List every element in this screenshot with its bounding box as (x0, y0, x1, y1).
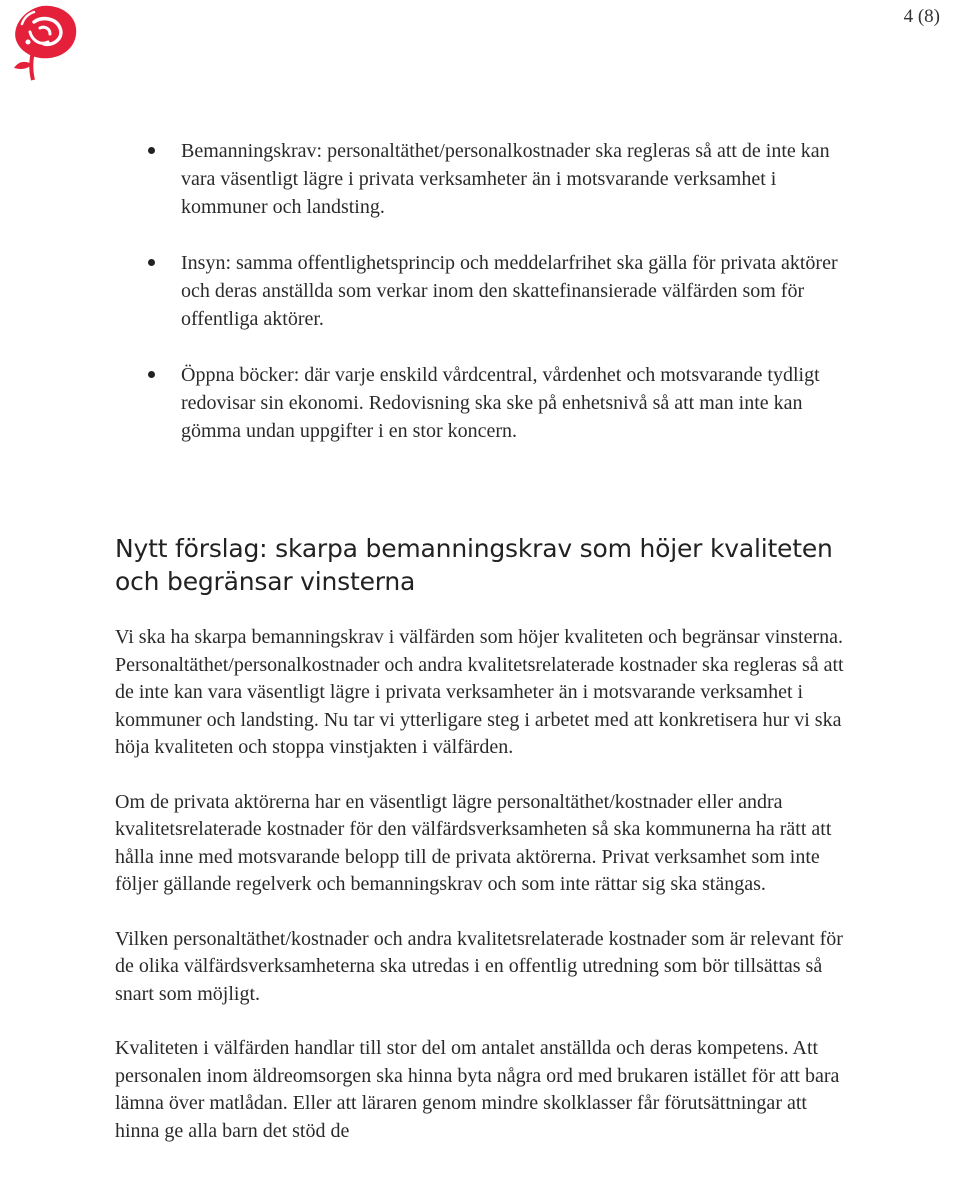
body-paragraph: Om de privata aktörerna har en väsentligt lägre personaltäthet/kostnader eller andra kvalitetsrelaterade kostnader för den välfärdsverksamheten så ska kommunerna ha rätt att hålla inne med motsvarande belopp till de privata aktörerna. Privat verksamhet som inte följer gällande regelverk och bemanningskrav och som inte rättar sig ska stängas. (115, 790, 832, 895)
bullet-dot-icon (148, 371, 155, 378)
bullet-item (148, 361, 848, 445)
bullet-list (148, 137, 848, 473)
section-body (115, 624, 850, 1172)
bullet-dot-icon (148, 259, 155, 266)
body-paragraph: Vilken personaltäthet/kostnader och andra kvalitetsrelaterade kostnader som är relevant för de olika välfärdsverksamheterna ska utredas i en offentlig utredning som bör tillsättas så snart som möjligt. (115, 927, 843, 1005)
section-heading: Nytt förslag: skarpa bemanningskrav som höjer kvaliteten och begränsar vinsterna (115, 534, 833, 596)
party-rose-logo (4, 2, 80, 82)
body-paragraph: Kvaliteten i välfärden handlar till stor del om antalet anställda och deras kompetens. Att personalen inom äldreomsorgen ska hinna byta några ord med brukaren istället för att bara lämna över matlådan. Eller att läraren genom mindre skolklasser får förutsättningar att hinna ge alla barn det stöd de (115, 1037, 840, 1142)
bullet-item (148, 249, 848, 333)
bullet-dot-icon (148, 147, 155, 154)
bullet-text: Bemanningskrav: personaltäthet/personalkostnader ska regleras så att de inte kan vara väsentligt lägre i privata verksamheter än i motsvarande verksamhet i kommuner och landsting. (181, 140, 830, 218)
bullet-text: Öppna böcker: där varje enskild vårdcentral, vårdenhet och motsvarande tydligt redovisar sin ekonomi. Redovisning ska ske på enhetsnivå så att man inte kan gömma undan uppgifter i en stor koncern. (181, 364, 820, 442)
bullet-item (148, 137, 848, 221)
bullet-text: Insyn: samma offentlighetsprincip och meddelarfrihet ska gälla för privata aktörer och deras anställda som verkar inom den skattefinansierade välfärden som för offentliga aktörer. (181, 252, 838, 330)
body-paragraph: Vi ska ha skarpa bemanningskrav i välfärden som höjer kvaliteten och begränsar vinsterna. Personaltäthet/personalkostnader och andra kvalitetsrelaterade kostnader ska regleras så att de inte kan vara väsentligt lägre i privata verksamheter än i motsvarande verksamhet i kommuner och landsting. Nu tar vi ytterligare steg i arbetet med att konkretisera hur vi ska höja kvaliteten och stoppa vinstjakten i välfärden. (115, 626, 844, 758)
page-number: 4 (8) (903, 6, 940, 27)
